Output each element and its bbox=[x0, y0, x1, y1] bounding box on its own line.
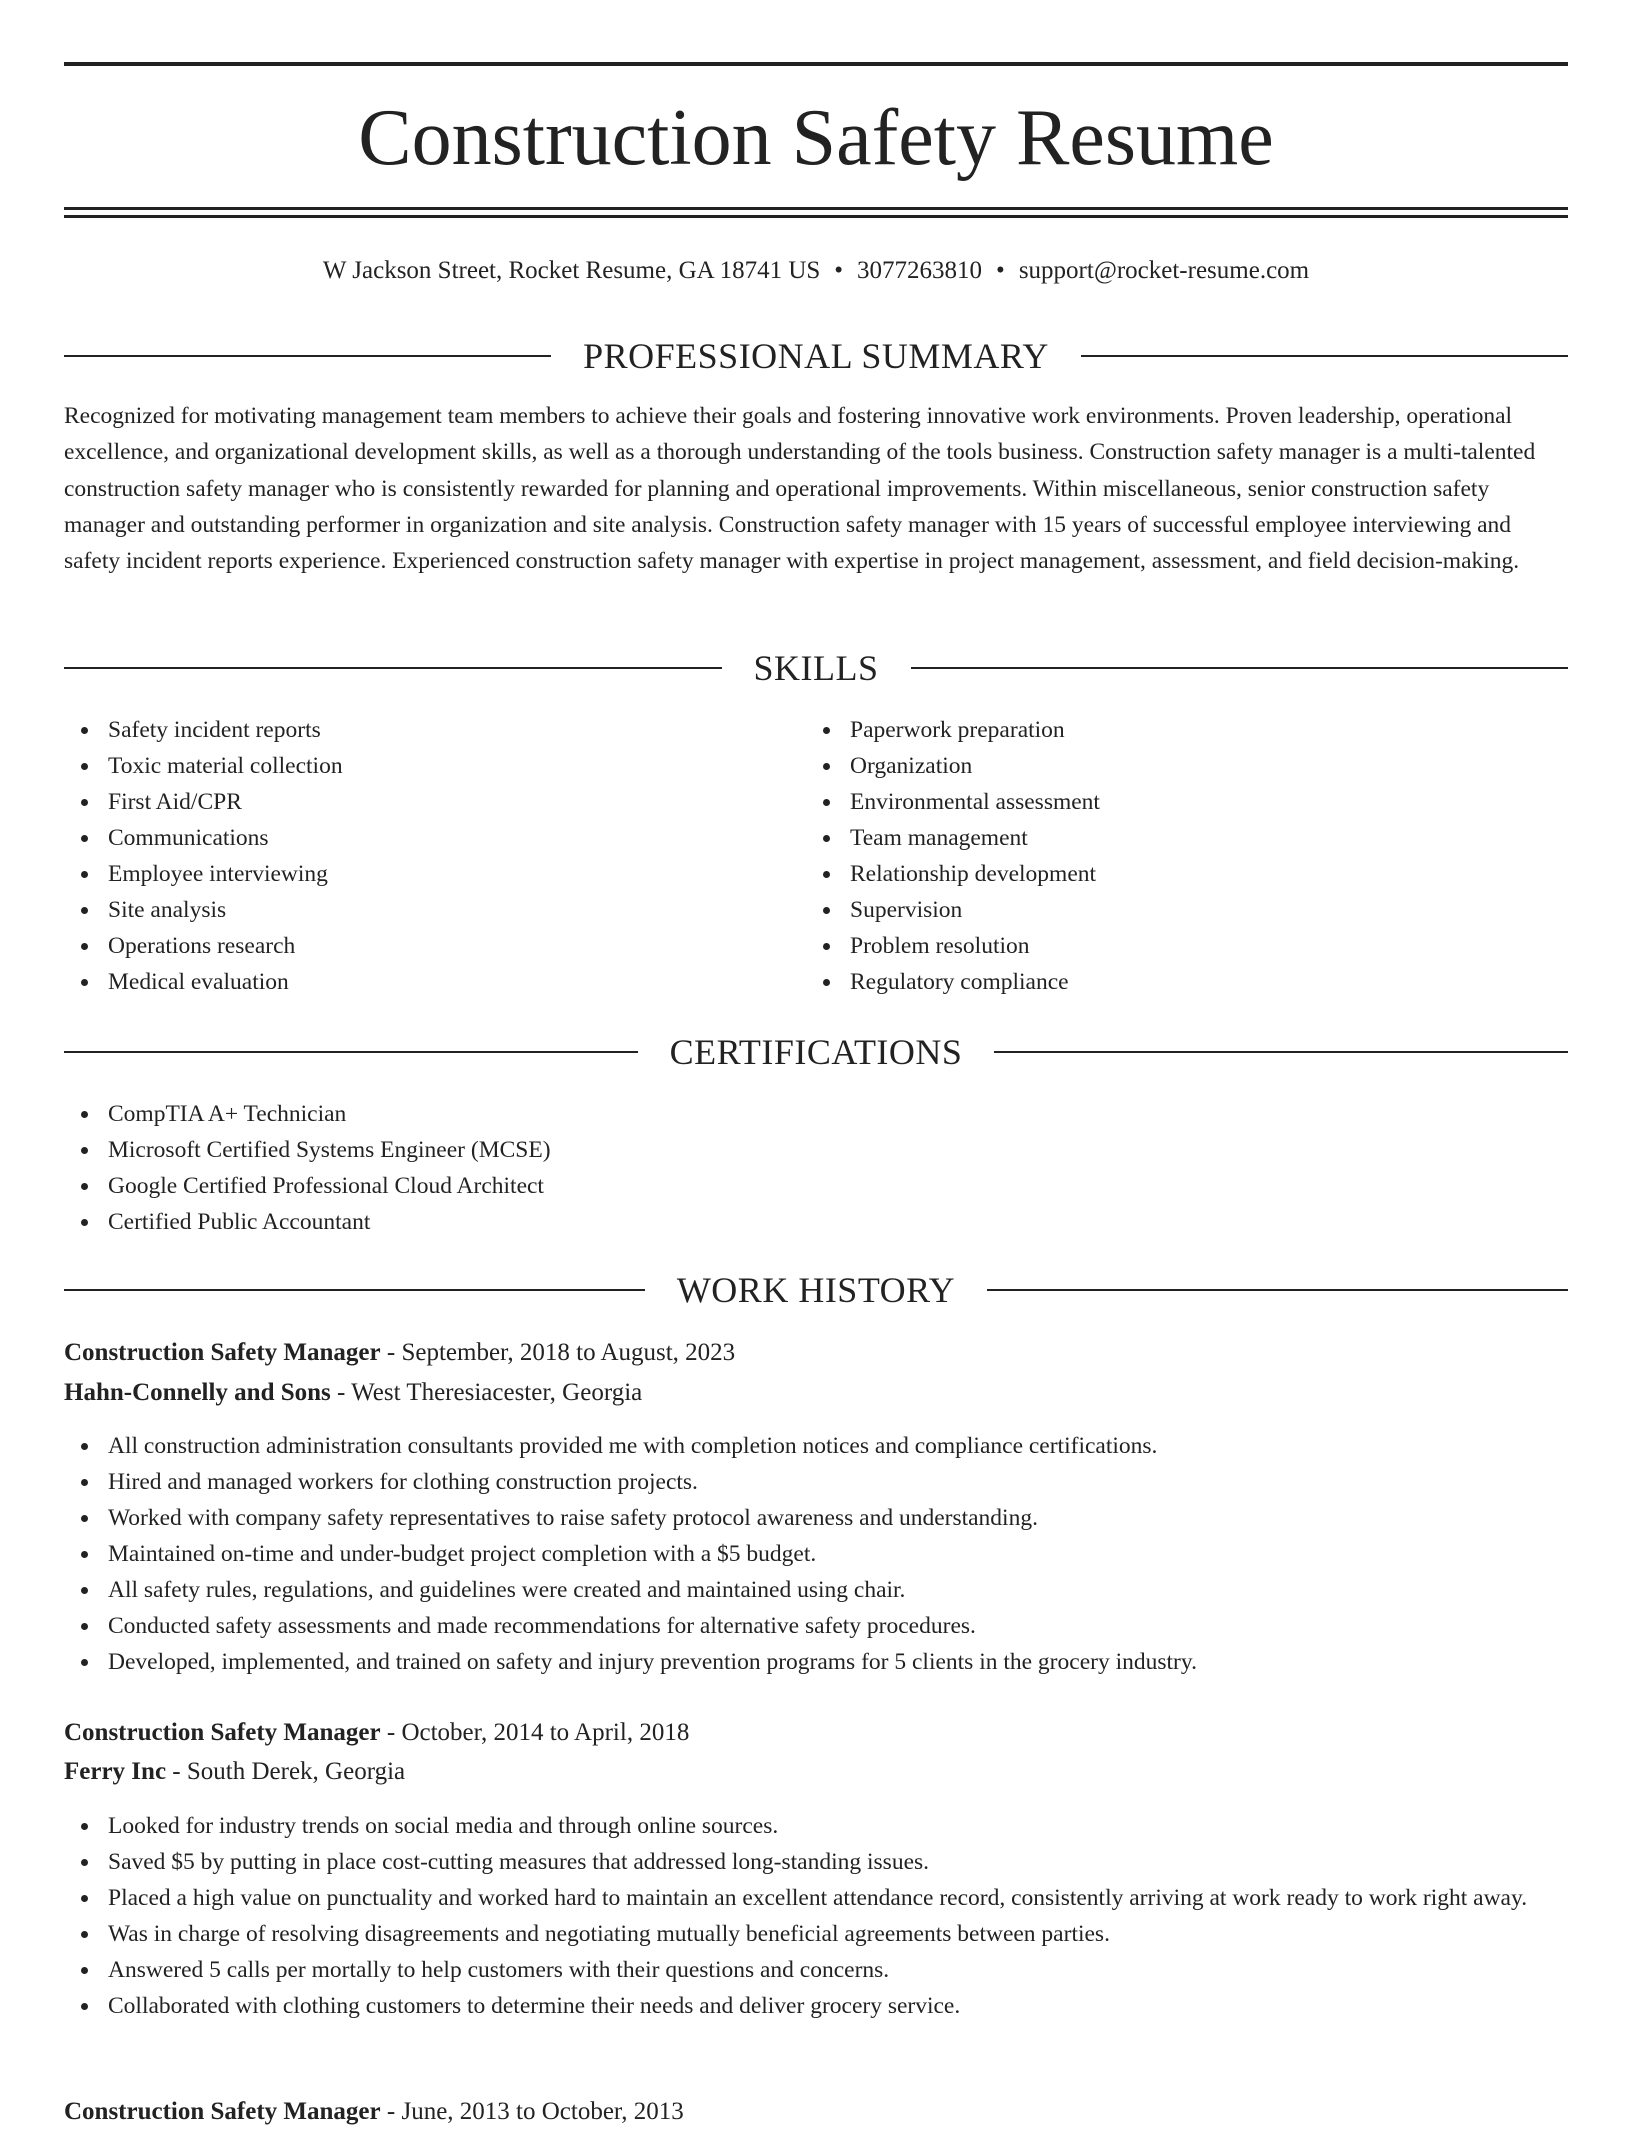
section-rule bbox=[911, 667, 1569, 669]
job-bullet: Answered 5 calls per mortally to help customers with their questions and concerns. bbox=[108, 1952, 1568, 1988]
skill-item: Operations research bbox=[108, 928, 808, 964]
job-location: - West Theresiacester, Georgia bbox=[337, 1379, 643, 1406]
job-title: Construction Safety Manager bbox=[64, 1339, 381, 1366]
job-dates: - October, 2014 to April, 2018 bbox=[386, 1719, 690, 1746]
section-rule bbox=[64, 355, 551, 357]
skill-item: Communications bbox=[108, 820, 808, 856]
contact-separator: • bbox=[834, 257, 844, 284]
contact-phone: 3077263810 bbox=[857, 257, 983, 284]
job-bullets bbox=[64, 1428, 1568, 1680]
section-rule bbox=[64, 1289, 645, 1291]
skill-item: First Aid/CPR bbox=[108, 784, 808, 820]
title-underline-rule-second bbox=[64, 215, 1568, 218]
job-bullet: Placed a high value on punctuality and worked hard to maintain an excellent attendance record, consistently arriving at work ready to work right away. bbox=[108, 1880, 1568, 1916]
section-title-work-history: WORK HISTORY bbox=[676, 1270, 956, 1310]
skill-item: Employee interviewing bbox=[108, 856, 808, 892]
certification-item: Certified Public Accountant bbox=[108, 1204, 1568, 1240]
job-bullets bbox=[64, 1808, 1568, 2024]
skill-item: Team management bbox=[850, 820, 1550, 856]
section-header-skills bbox=[64, 646, 1568, 690]
contact-line bbox=[64, 253, 1568, 289]
certification-item: Google Certified Professional Cloud Architect bbox=[108, 1168, 1568, 1204]
section-title-skills: SKILLS bbox=[753, 648, 879, 688]
job-bullet: All safety rules, regulations, and guidelines were created and maintained using chair. bbox=[108, 1572, 1568, 1608]
job-bullet: Hired and managed workers for clothing construction projects. bbox=[108, 1464, 1568, 1500]
section-header-work-history bbox=[64, 1268, 1568, 1312]
contact-email[interactable]: support@rocket-resume.com bbox=[1018, 257, 1310, 284]
job-title-line bbox=[64, 1335, 735, 1371]
skill-item: Site analysis bbox=[108, 892, 808, 928]
skill-item: Paperwork preparation bbox=[850, 712, 1550, 748]
skill-item: Organization bbox=[850, 748, 1550, 784]
job-title-line bbox=[64, 2094, 684, 2130]
skill-item: Safety incident reports bbox=[108, 712, 808, 748]
skill-item: Environmental assessment bbox=[850, 784, 1550, 820]
skill-item: Problem resolution bbox=[850, 928, 1550, 964]
job-bullet: Worked with company safety representatives to raise safety protocol awareness and understanding. bbox=[108, 1500, 1568, 1536]
job-title: Construction Safety Manager bbox=[64, 1719, 381, 1746]
skill-item: Relationship development bbox=[850, 856, 1550, 892]
job-company-line bbox=[64, 1754, 405, 1790]
job-dates: - June, 2013 to October, 2013 bbox=[386, 2098, 684, 2125]
job-company-line bbox=[64, 1375, 642, 1411]
contact-separator: • bbox=[996, 257, 1005, 284]
section-rule bbox=[64, 1051, 638, 1053]
section-title-summary: PROFESSIONAL SUMMARY bbox=[583, 336, 1049, 376]
section-rule bbox=[994, 1051, 1568, 1053]
job-dates: - September, 2018 to August, 2023 bbox=[386, 1339, 736, 1366]
job-title: Construction Safety Manager bbox=[64, 2098, 381, 2125]
job-bullet: Developed, implemented, and trained on safety and injury prevention programs for 5 clients in the grocery industry. bbox=[108, 1644, 1568, 1680]
job-bullet: Looked for industry trends on social media and through online sources. bbox=[108, 1808, 1568, 1844]
section-header-certifications bbox=[64, 1030, 1568, 1074]
certification-item: CompTIA A+ Technician bbox=[108, 1096, 1568, 1132]
job-location: - South Derek, Georgia bbox=[172, 1758, 406, 1785]
job-bullet: Was in charge of resolving disagreements and negotiating mutually beneficial agreements between parties. bbox=[108, 1916, 1568, 1952]
skill-item: Regulatory compliance bbox=[850, 964, 1550, 1000]
job-bullet: Conducted safety assessments and made recommendations for alternative safety procedures. bbox=[108, 1608, 1568, 1644]
job-bullet: Collaborated with clothing customers to determine their needs and deliver grocery service. bbox=[108, 1988, 1568, 2024]
title-underline-rule bbox=[64, 207, 1568, 210]
job-title-line bbox=[64, 1715, 689, 1751]
skill-item: Medical evaluation bbox=[108, 964, 808, 1000]
skill-item: Supervision bbox=[850, 892, 1550, 928]
section-rule bbox=[64, 667, 722, 669]
skills-list-left bbox=[64, 712, 808, 1000]
summary-text: Recognized for motivating management team members to achieve their goals and fostering innovative work environments. Proven leadership, operational excellence, and organizational development skills, as well as a thorough understanding of the tools business. Construction safety manager is a multi-talented construction safety manager who is consistently rewarded for planning and operational improvements. Within miscellaneous, senior construction safety manager and outstanding performer in organization and site analysis. Construction safety manager with 15 years of successful employee interviewing and safety incident reports experience. Experienced construction safety manager with expertise in project management, assessment, and field decision-making. bbox=[64, 403, 1536, 575]
section-header-summary bbox=[64, 334, 1568, 378]
certification-item: Microsoft Certified Systems Engineer (MCSE) bbox=[108, 1132, 1568, 1168]
job-bullet: All construction administration consultants provided me with completion notices and compliance certifications. bbox=[108, 1428, 1568, 1464]
job-company: Ferry Inc bbox=[64, 1758, 167, 1785]
skills-list-right bbox=[806, 712, 1550, 1000]
certifications-list bbox=[64, 1096, 1568, 1240]
page-title: Construction Safety Resume bbox=[358, 94, 1274, 182]
job-bullet: Saved $5 by putting in place cost-cutting measures that addressed long-standing issues. bbox=[108, 1844, 1568, 1880]
job-company: Hahn-Connelly and Sons bbox=[64, 1379, 331, 1406]
section-rule bbox=[1081, 355, 1568, 357]
job-bullet: Maintained on-time and under-budget project completion with a $5 budget. bbox=[108, 1536, 1568, 1572]
section-rule bbox=[987, 1289, 1568, 1291]
skill-item: Toxic material collection bbox=[108, 748, 808, 784]
section-title-certifications: CERTIFICATIONS bbox=[669, 1032, 963, 1072]
top-rule bbox=[64, 62, 1568, 66]
contact-address: W Jackson Street, Rocket Resume, GA 18741 US bbox=[322, 257, 821, 284]
